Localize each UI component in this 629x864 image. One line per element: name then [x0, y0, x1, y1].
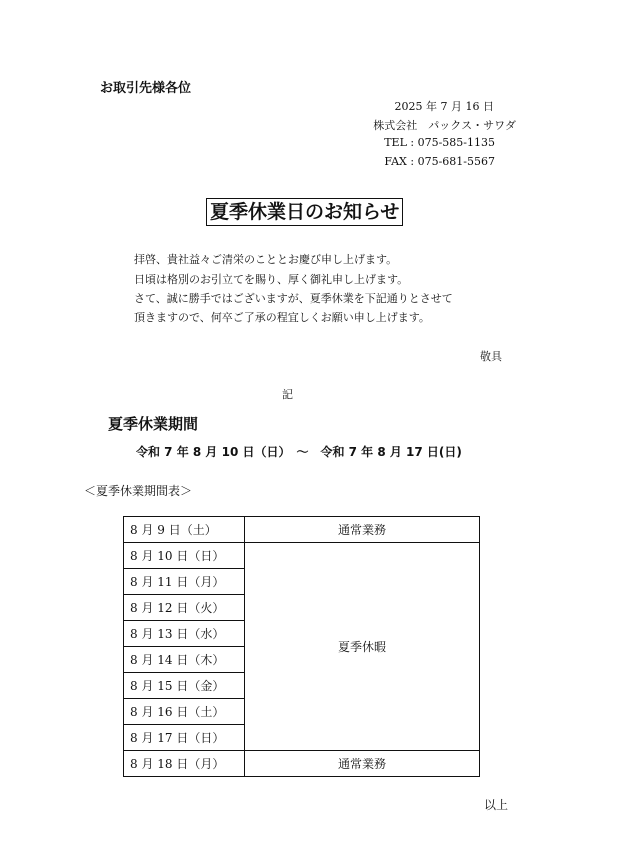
date-cell: 8 月 9 日（土）	[124, 517, 245, 543]
end-mark: 以上	[483, 798, 508, 812]
table-caption: ＜夏季休業期間表＞	[84, 484, 193, 498]
document-title: 夏季休業日のお知らせ	[206, 198, 403, 226]
date-cell: 8 月 18 日（月）	[124, 751, 245, 777]
period-range: 令和 7 年 8 月 10 日（日） ～ 令和 7 年 8 月 17 日(日)	[136, 445, 462, 459]
date-cell: 8 月 13 日（水）	[124, 621, 245, 647]
company-name: 株式会社 パックス・サワダ	[373, 119, 516, 132]
date-cell: 8 月 11 日（月）	[124, 569, 245, 595]
addressee: お取引先様各位	[100, 81, 192, 96]
table-row	[124, 751, 480, 777]
holiday-status-cell: 夏季休暇	[245, 543, 480, 751]
table-row	[124, 543, 480, 569]
date-cell: 8 月 12 日（火）	[124, 595, 245, 621]
company-tel: TEL : 075-585-1135	[384, 136, 495, 149]
date-cell: 8 月 10 日（日）	[124, 543, 245, 569]
closing-keigu: 敬具	[480, 350, 502, 363]
body-line-3: さて、誠に勝手ではございますが、夏季休業を下記通りとさせて	[134, 292, 453, 305]
date-cell: 8 月 16 日（土）	[124, 699, 245, 725]
issue-date: 2025 年 7 月 16 日	[394, 100, 494, 113]
holiday-schedule-table	[123, 516, 480, 777]
period-heading: 夏季休業期間	[108, 415, 199, 433]
date-cell: 8 月 17 日（日）	[124, 725, 245, 751]
date-cell: 8 月 15 日（金）	[124, 673, 245, 699]
body-line-2: 日頃は格別のお引立てを賜り、厚く御礼申し上げます。	[134, 273, 409, 286]
body-line-1: 拝啓、貴社益々ご清栄のこととお慶び申し上げます。	[134, 253, 398, 266]
status-cell: 通常業務	[245, 751, 480, 777]
ki-heading: 記	[282, 388, 293, 401]
status-cell: 通常業務	[245, 517, 480, 543]
table-row	[124, 517, 480, 543]
body-line-4: 頂きますので、何卒ご了承の程宜しくお願い申し上げます。	[134, 311, 430, 324]
date-cell: 8 月 14 日（木）	[124, 647, 245, 673]
company-fax: FAX : 075-681-5567	[384, 155, 495, 168]
